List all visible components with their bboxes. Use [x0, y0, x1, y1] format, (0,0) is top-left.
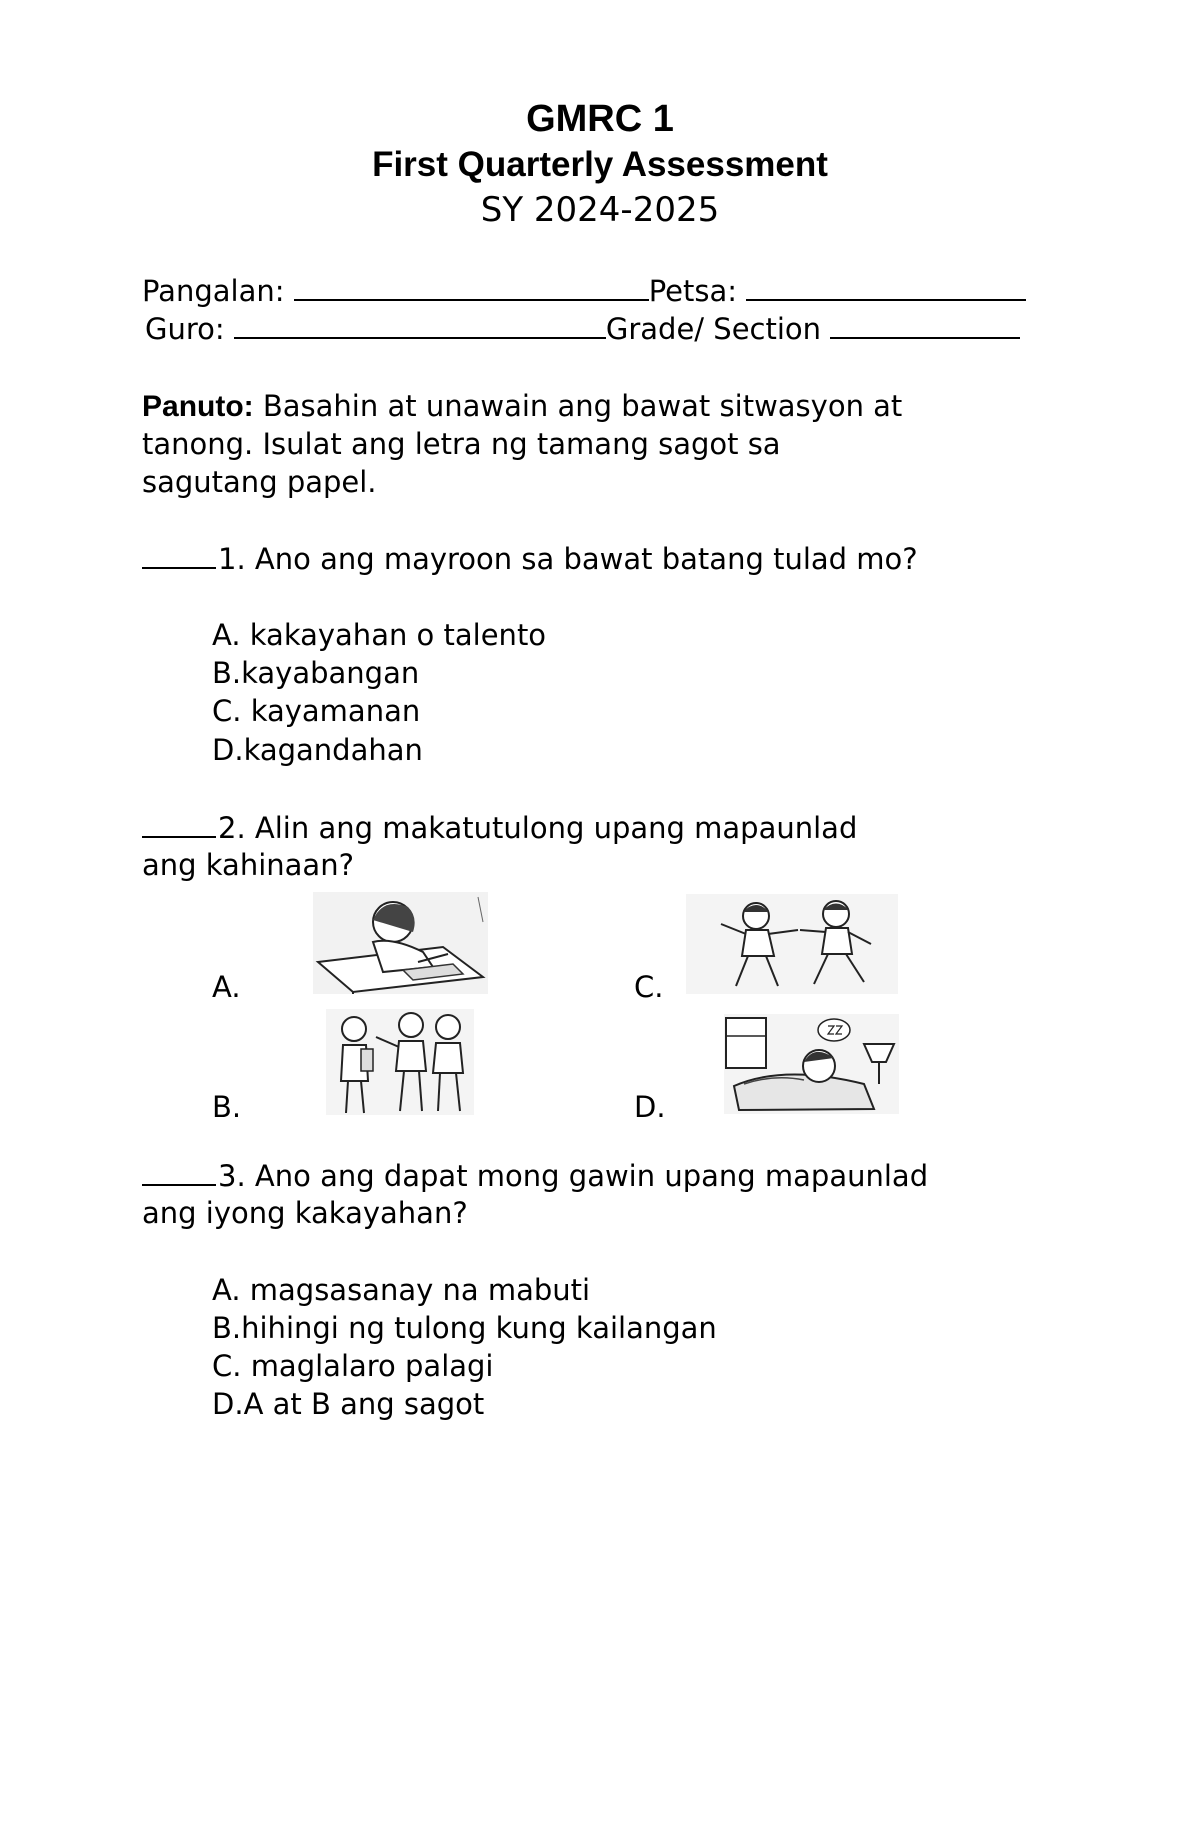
teacher-label: Guro: [145, 312, 225, 346]
instructions-line-1: Panuto: Basahin at unawain ang bawat sitwasyon at [142, 389, 903, 423]
grade-section-field[interactable] [830, 311, 1020, 339]
teacher-row [145, 310, 1020, 348]
q2-choice-c-letter: C. [634, 970, 664, 1004]
instructions-line-3: sagutang papel. [142, 465, 377, 499]
question-3: 3. Ano ang dapat mong gawin upang mapaunlad [142, 1156, 928, 1195]
q1-choice-a: A. kakayahan o talento [212, 618, 547, 652]
name-row [142, 272, 1026, 310]
date-field[interactable] [746, 273, 1026, 301]
children-teasing-icon [326, 1009, 474, 1115]
girl-drawing-icon [313, 892, 488, 994]
instructions-label: Panuto: [142, 390, 254, 423]
name-label: Pangalan: [142, 274, 285, 308]
q3-choice-d: D.A at B ang sagot [212, 1387, 485, 1421]
q3-choice-c: C. maglalaro palagi [212, 1349, 494, 1383]
instructions-line-2: tanong. Isulat ang letra ng tamang sagot sa [142, 427, 781, 461]
q1-choice-c: C. kayamanan [212, 694, 421, 728]
children-playing-icon [686, 894, 898, 994]
date-label: Petsa: [648, 274, 738, 308]
q2-choice-a-letter: A. [212, 970, 241, 1004]
teacher-field[interactable] [234, 311, 606, 339]
q3-choice-a: A. magsasanay na mabuti [212, 1273, 591, 1307]
document-title: GMRC 1 [526, 98, 674, 140]
name-field[interactable] [294, 273, 649, 301]
document-subtitle: First Quarterly Assessment [372, 145, 828, 184]
q3-choice-b: B.hihingi ng tulong kung kailangan [212, 1311, 717, 1345]
question-1: 1. Ano ang mayroon sa bawat batang tulad mo? [142, 539, 918, 578]
question-2: 2. Alin ang makatutulong upang mapaunlad [142, 808, 857, 847]
q2-choice-d-letter: D. [634, 1090, 666, 1124]
question-2-line-2: ang kahinaan? [142, 848, 354, 882]
q1-choice-b: B.kayabangan [212, 656, 420, 690]
answer-blank-2[interactable] [142, 808, 216, 838]
school-year: SY 2024-2025 [480, 190, 720, 230]
q2-choice-b-letter: B. [212, 1090, 242, 1124]
child-sleeping-icon [724, 1014, 899, 1114]
grade-section-label: Grade/ Section [605, 312, 822, 346]
answer-blank-3[interactable] [142, 1156, 216, 1186]
question-3-line-2: ang iyong kakayahan? [142, 1196, 468, 1230]
answer-blank-1[interactable] [142, 539, 216, 569]
q1-choice-d: D.kagandahan [212, 733, 423, 767]
